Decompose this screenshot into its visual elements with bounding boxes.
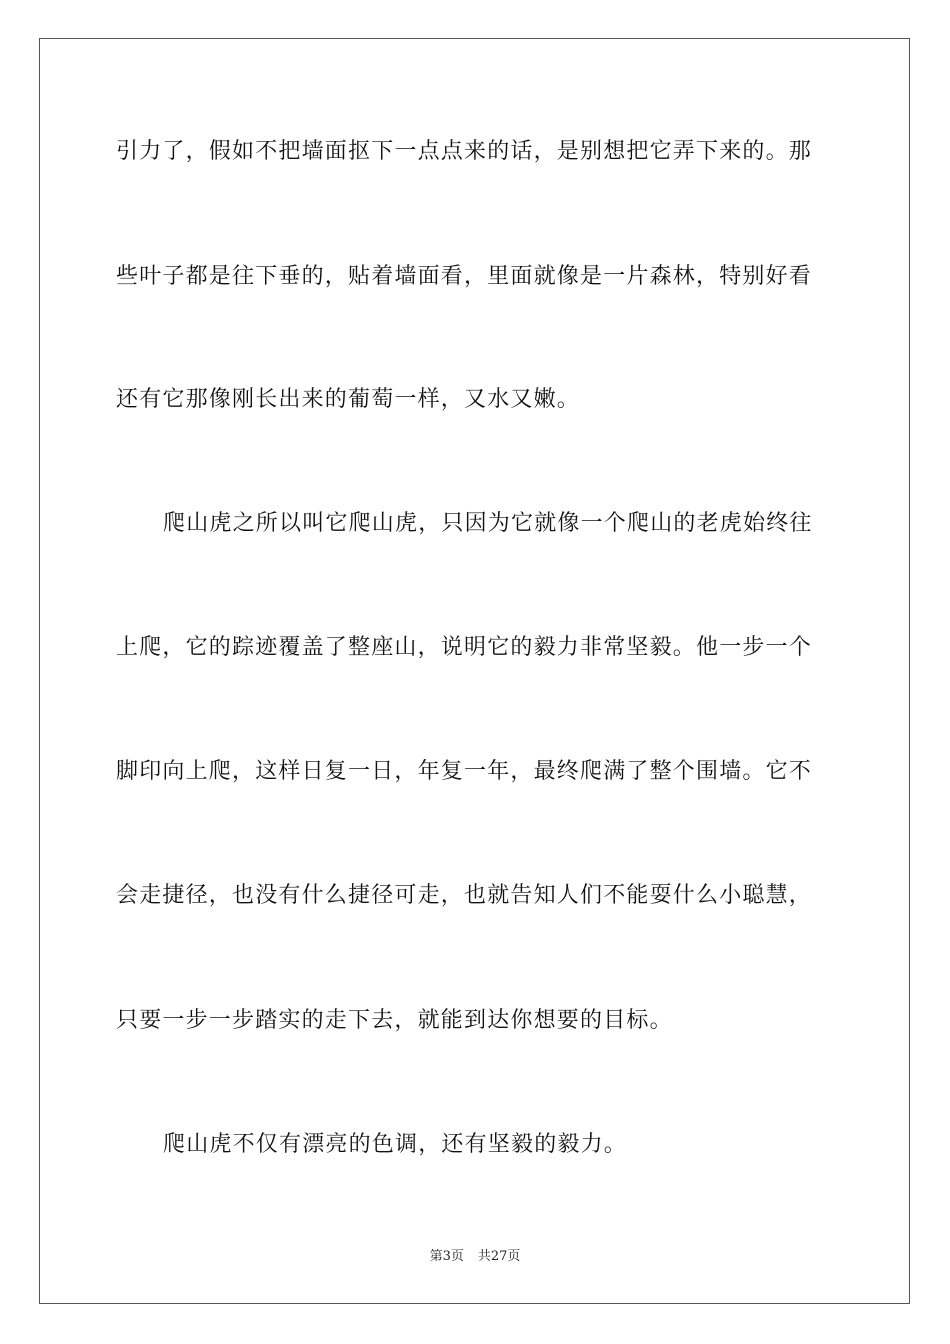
text-line-9: 爬山虎不仅有漂亮的色调，还有坚毅的毅力。 xyxy=(163,1132,628,1157)
text-line-7: 会走捷径，也没有什么捷径可走，也就告知人们不能耍什么小聪慧， xyxy=(116,883,813,908)
text-line-5: 上爬，它的踪迹覆盖了整座山，说明它的毅力非常坚毅。他一步一个 xyxy=(116,635,813,660)
text-line-4: 爬山虎之所以叫它爬山虎，只因为它就像一个爬山的老虎始终往 xyxy=(163,511,813,536)
page-number: 第3页 xyxy=(429,1249,464,1264)
text-line-8: 只要一步一步踏实的走下去，就能到达你想要的目标。 xyxy=(116,1008,673,1033)
text-line-3: 还有它那像刚长出来的葡萄一样，又水又嫩。 xyxy=(116,387,581,412)
text-line-1: 引力了，假如不把墙面抠下一点点来的话，是别想把它弄下来的。那 xyxy=(116,139,813,164)
text-line-2: 些叶子都是往下垂的，贴着墙面看，里面就像是一片森林，特别好看 xyxy=(116,264,813,289)
page-footer xyxy=(0,1248,950,1266)
text-line-6: 脚印向上爬，这样日复一日，年复一年，最终爬满了整个围墙。它不 xyxy=(116,759,813,784)
page-total: 共27页 xyxy=(477,1249,521,1264)
page-border xyxy=(39,38,910,1304)
